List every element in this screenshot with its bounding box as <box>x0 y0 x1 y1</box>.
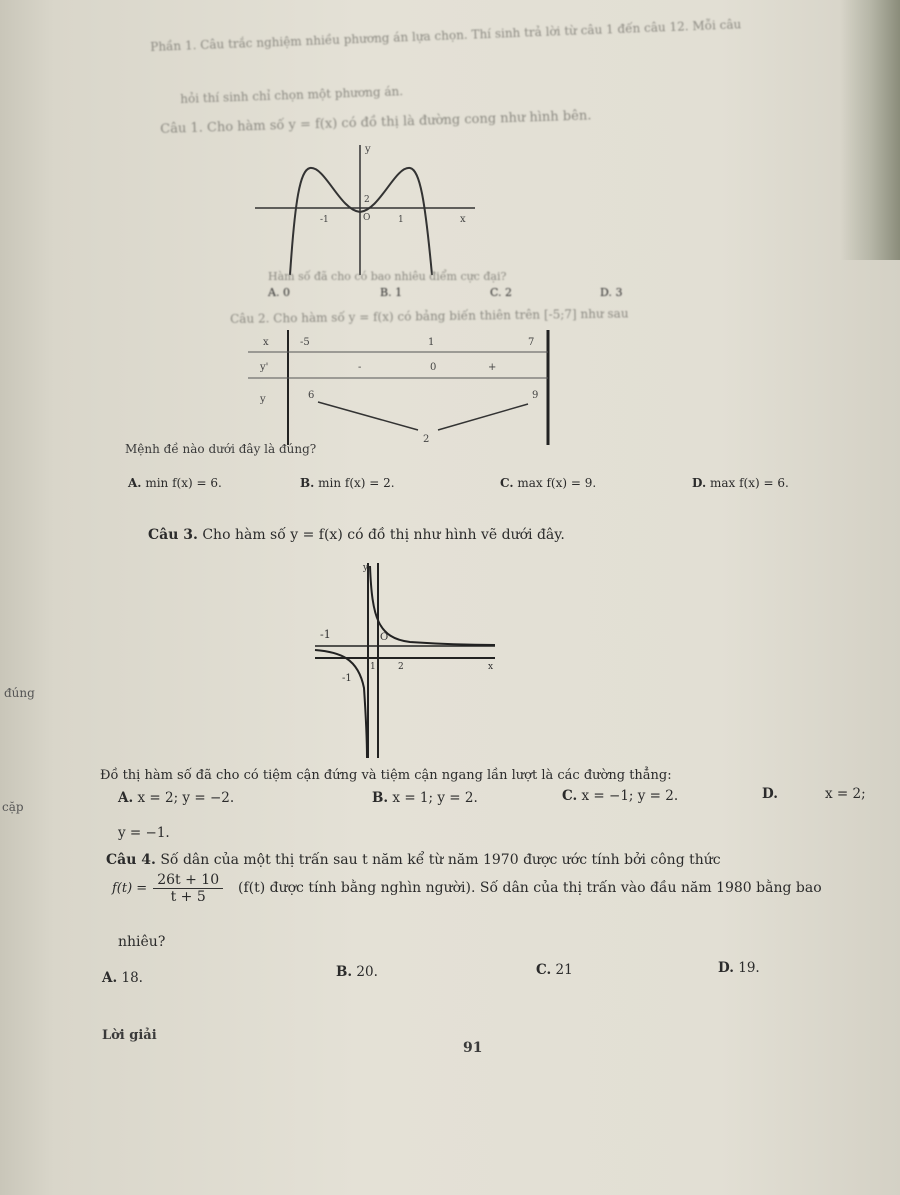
q3-label: Câu 3. <box>148 527 198 543</box>
q3-label-x2: 2 <box>398 662 404 672</box>
q2-yp-label: y' <box>260 362 269 373</box>
q2-x-value-0: -5 <box>300 337 310 348</box>
q4-denominator: t + 5 <box>170 889 206 905</box>
q4-option-a: A. 18. <box>102 970 143 986</box>
q2-option-d: D. max f(x) = 6. <box>692 476 789 490</box>
q1-text: Cho hàm số y = f(x) có đồ thị là đường cong như hình bên. <box>206 108 592 136</box>
margin-text-2: cặp <box>2 800 24 814</box>
intro-line-2: hỏi thí sinh chỉ chọn một phương án. <box>180 84 404 106</box>
q4-label: Câu 4. <box>106 852 156 868</box>
margin-text-1: đúng <box>4 686 35 700</box>
q2-x-label: x <box>263 337 269 348</box>
q2-label: Câu 2. <box>230 311 270 326</box>
q3-graph <box>310 558 510 763</box>
q2-option-c: C. max f(x) = 9. <box>500 476 597 490</box>
q3-option-d-key: D. <box>762 786 778 802</box>
q2-x-value-2: 7 <box>528 337 535 348</box>
q1-graph <box>250 140 480 280</box>
q2-variation-table <box>248 330 558 445</box>
page-edge-shadow <box>840 0 900 260</box>
q3-label-ym1: -1 <box>342 673 352 684</box>
q1-label-x1: 1 <box>398 215 404 225</box>
q2-y-value-2: 2 <box>423 434 430 445</box>
q4-numerator: 26t + 10 <box>153 872 223 889</box>
q4-stem <box>106 852 721 868</box>
q2-x-value-1: 1 <box>428 337 435 348</box>
q3-branch-left <box>315 650 367 758</box>
q1-option-c: C. 2 <box>490 286 513 299</box>
q2-y-value-0: 6 <box>308 390 315 401</box>
q4-option-b: B. 20. <box>336 964 378 980</box>
q3-label-o: O <box>380 632 389 643</box>
q2-yp-value-2: + <box>488 362 497 373</box>
q2-arrow-down <box>318 402 418 430</box>
q1-option-a: A. 0 <box>268 286 290 299</box>
q1-label-xm1: -1 <box>320 215 329 225</box>
q3-text: Cho hàm số y = f(x) có đồ thị như hình vẽ dưới đây. <box>202 527 565 543</box>
q1-label-o: O <box>363 213 371 223</box>
q2-yp-value-0: - <box>358 362 362 373</box>
q3-label-y: y <box>363 563 369 573</box>
q3-option-d-line2: y = −1. <box>118 825 170 841</box>
q1-label-x: x <box>460 214 466 225</box>
q2-y-label: y <box>260 394 266 405</box>
q3-label-x1: 1 <box>370 662 376 672</box>
q3-option-a: A. x = 2; y = −2. <box>118 790 235 806</box>
q1-label-two: 2 <box>364 195 370 205</box>
q3-option-d: x = 2; <box>825 786 866 802</box>
q3-stem <box>148 527 565 543</box>
q2-y-value-1: 9 <box>532 390 539 401</box>
q4-formula-lhs: f(t) = <box>112 881 148 896</box>
q4-text: Số dân của một thị trấn sau t năm kể từ năm 1970 được ước tính bởi công thức <box>160 852 721 868</box>
intro-line-1: Phần 1. Câu trắc nghiệm nhiều phương án lựa chọn. Thí sinh trả lời từ câu 1 đến câu 12. Mỗi câu <box>150 17 742 54</box>
solution-label: Lời giải <box>102 1028 157 1043</box>
q3-option-c: C. x = −1; y = 2. <box>562 788 679 804</box>
q1-question: Hàm số đã cho có bao nhiêu điểm cực đại? <box>268 270 507 283</box>
q3-question: Đồ thị hàm số đã cho có tiệm cận đứng và tiệm cận ngang lần lượt là các đường thẳng: <box>100 768 672 783</box>
q4-option-d: D. 19. <box>718 960 760 976</box>
q4-text2: (f(t) được tính bằng nghìn người). Số dân của thị trấn vào đầu năm 1980 bằng bao <box>238 880 822 896</box>
q3-label-x: x <box>488 662 494 672</box>
q4-formula <box>112 872 223 905</box>
q4-option-c: C. 21 <box>536 962 573 978</box>
q1-option-b: B. 1 <box>380 286 403 299</box>
page-number: 91 <box>463 1040 483 1056</box>
q3-branch-right <box>370 566 495 645</box>
q1-label-y: y <box>365 144 371 155</box>
q2-arrow-up <box>438 404 528 430</box>
q4-text3: nhiêu? <box>118 934 166 950</box>
q2-question: Mệnh đề nào dưới đây là đúng? <box>125 442 317 456</box>
q2-option-a: A. min f(x) = 6. <box>128 476 222 490</box>
q1-curve <box>290 168 432 275</box>
q3-option-b: B. x = 1; y = 2. <box>372 790 478 806</box>
q2-text: Cho hàm số y = f(x) có bảng biến thiên trên [-5;7] như sau <box>273 306 629 326</box>
q2-option-b: B. min f(x) = 2. <box>300 476 395 490</box>
q1-option-d: D. 3 <box>600 286 623 299</box>
q3-label-xm1: -1 <box>320 628 331 641</box>
q2-yp-value-1: 0 <box>430 362 437 373</box>
q1-label: Câu 1. <box>160 120 204 137</box>
